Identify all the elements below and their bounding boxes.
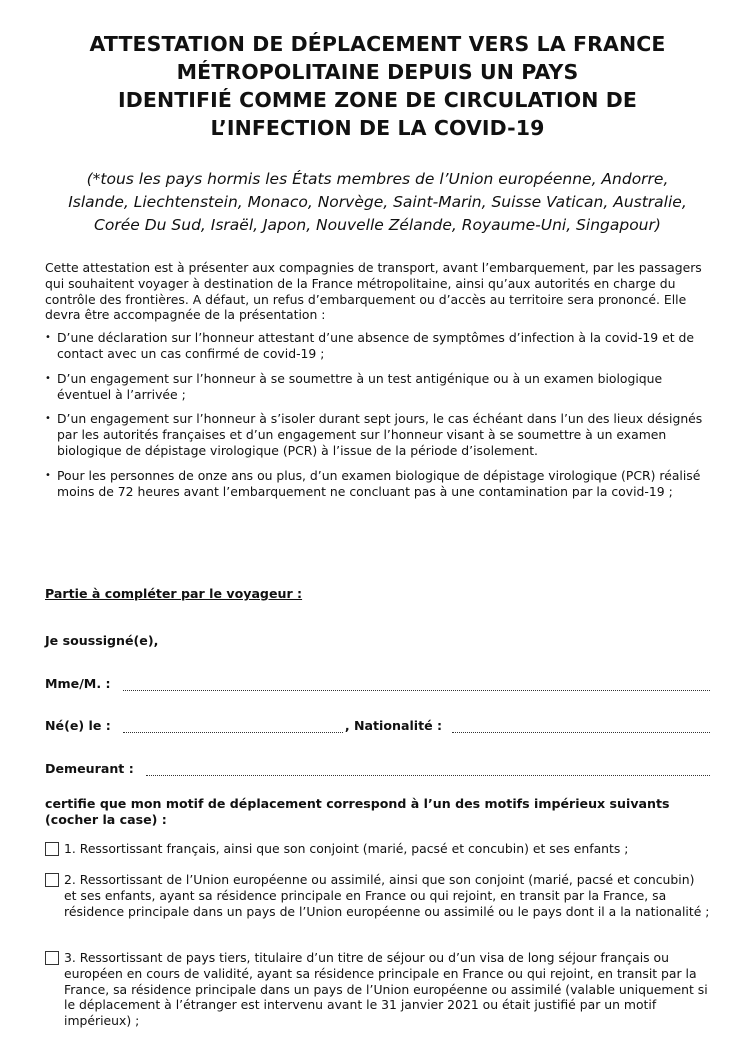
list-item: • D’un engagement sur l’honneur à se soumettre à un test antigénique ou à un examen biologique éventuel à l’arrivée ; bbox=[45, 371, 710, 403]
motif-1-checkbox[interactable] bbox=[45, 842, 59, 856]
list-item: • D’une déclaration sur l’honneur attestant d’une absence de symptômes d’infection à la covid-19 et de contact avec un cas confirmé de covid-19 ; bbox=[45, 330, 710, 362]
motif-option-1 bbox=[45, 841, 710, 857]
subtitle-line: Corée Du Sud, Israël, Japon, Nouvelle Zélande, Royaume-Uni, Singapour) bbox=[94, 216, 661, 234]
birth-nationality-row bbox=[45, 718, 710, 733]
excluded-countries-note bbox=[45, 168, 710, 237]
document-title bbox=[45, 30, 710, 142]
nationality-label: , Nationalité : bbox=[344, 718, 443, 733]
motif-option-3 bbox=[45, 950, 710, 1029]
motif-3-checkbox[interactable] bbox=[45, 951, 59, 965]
birth-date-label: Né(e) le : bbox=[45, 718, 111, 733]
birth-date-field[interactable] bbox=[123, 720, 343, 733]
title-line: L’INFECTION DE LA COVID-19 bbox=[210, 116, 545, 140]
name-label: Mme/M. : bbox=[45, 676, 111, 691]
address-row bbox=[45, 761, 710, 776]
address-field[interactable] bbox=[146, 763, 710, 776]
intro-paragraph: Cette attestation est à présenter aux compagnies de transport, avant l’embarquement, par les passagers qui souhaitent voyager à destination de la France métropolitaine, ainsi qu’aux autorités en charge du contrôle des frontières. A défaut, un refus d’embarquement ou d’accès au territoire sera prononcé. Elle devra être accompagnée de la présentation : bbox=[45, 260, 702, 323]
title-line: IDENTIFIÉ COMME ZONE DE CIRCULATION DE bbox=[118, 88, 637, 112]
title-line: ATTESTATION DE DÉPLACEMENT VERS LA FRANCE bbox=[89, 32, 666, 56]
subtitle-line: Islande, Liechtenstein, Monaco, Norvège, Saint-Marin, Suisse Vatican, Australie, bbox=[68, 193, 687, 211]
address-label: Demeurant : bbox=[45, 761, 134, 776]
soussigne-label: Je soussigné(e), bbox=[45, 633, 159, 648]
name-field[interactable] bbox=[123, 678, 710, 691]
attestation-page bbox=[0, 30, 750, 1061]
name-row bbox=[45, 676, 710, 691]
requirements-list bbox=[45, 330, 710, 499]
motif-1-text: 1. Ressortissant français, ainsi que son conjoint (marié, pacsé et concubin) et ses enfants ; bbox=[64, 841, 629, 856]
nationality-field[interactable] bbox=[452, 720, 710, 733]
motif-2-text: 2. Ressortissant de l’Union européenne ou assimilé, ainsi que son conjoint (marié, pacsé et concubin) et ses enfants, ayant sa résidence principale en France ou qui rejoint, en transit par la France, sa résidence principale dans un pays de l’Union européenne ou assimilé ou le pays dont il a la nationalité ; bbox=[64, 872, 710, 919]
motif-2-checkbox[interactable] bbox=[45, 873, 59, 887]
subtitle-line: (*tous les pays hormis les États membres de l’Union européenne, Andorre, bbox=[86, 170, 669, 188]
traveller-section-title: Partie à compléter par le voyageur : bbox=[45, 586, 303, 601]
list-item: • D’un engagement sur l’honneur à s’isoler durant sept jours, le cas échéant dans l’un des lieux désignés par les autorités françaises et d’un engagement sur l’honneur visant à se soumettre à un examen biologique de dépistage virologique (PCR) à l’issue de la période d’isolement. bbox=[45, 411, 710, 458]
motif-option-2 bbox=[45, 872, 710, 919]
motif-3-text: 3. Ressortissant de pays tiers, titulaire d’un titre de séjour ou d’un visa de long séjour français ou européen en cours de validité, ayant sa résidence principale en France ou qui rejoint, en transit par la France, sa résidence principale dans un pays de l’Union européenne ou assimilé (valable uniquement si le déplacement à l’étranger est intervenu avant le 31 janvier 2021 ou était justifié par un motif impérieux) ; bbox=[64, 950, 708, 1029]
title-line: MÉTROPOLITAINE DEPUIS UN PAYS bbox=[176, 60, 579, 84]
list-item: • Pour les personnes de onze ans ou plus, d’un examen biologique de dépistage virologique (PCR) réalisé moins de 72 heures avant l’embarquement ne concluant pas à une contamination par la covid-19 ; bbox=[45, 468, 710, 500]
certify-statement: certifie que mon motif de déplacement correspond à l’un des motifs impérieux suivants (cocher la case) : bbox=[45, 796, 670, 827]
